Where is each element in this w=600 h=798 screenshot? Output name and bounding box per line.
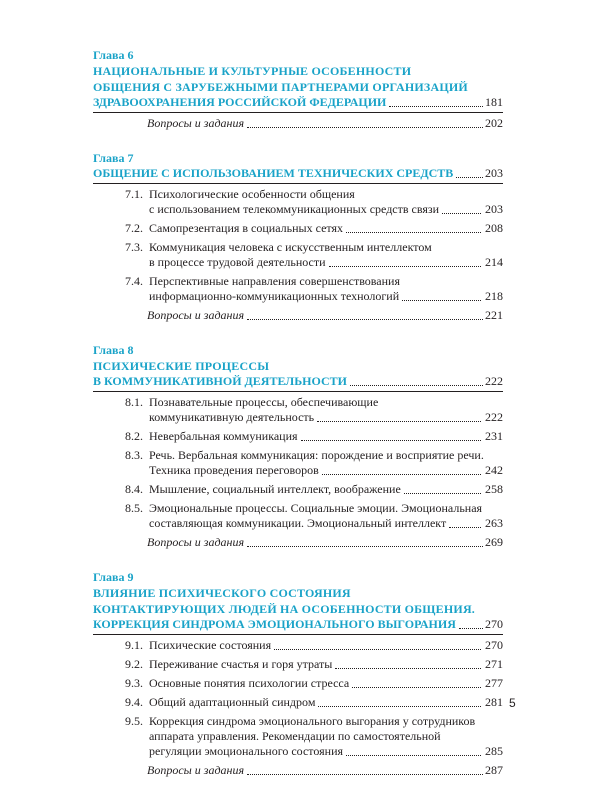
chapter-title-line[interactable]: ПСИХИЧЕСКИЕ ПРОЦЕССЫ: [93, 359, 270, 373]
section-title-line: Эмоциональные процессы. Социальные эмоции. Эмоциональная: [149, 501, 483, 515]
section-body: [149, 395, 503, 425]
chapter-page-number: 222: [485, 374, 503, 388]
questions-page-number: 221: [485, 308, 503, 322]
dot-leader: [350, 385, 483, 386]
chapter-title-entry[interactable]: [93, 374, 503, 389]
section-title-line: в процессе трудовой деятельности: [149, 255, 326, 269]
chapter-title-line: КОРРЕКЦИЯ СИНДРОМА ЭМОЦИОНАЛЬНОГО ВЫГОРАНИЯ: [93, 617, 456, 631]
section-body: [149, 501, 503, 531]
page-number: 5: [509, 696, 516, 710]
toc-entry[interactable]: [93, 448, 503, 478]
section-title-line: Речь. Вербальная коммуникация: порождение и восприятие речи.: [149, 448, 484, 462]
chapter-label[interactable]: Глава 6: [93, 48, 134, 62]
section-title-last: [149, 289, 503, 304]
dot-leader: [247, 127, 483, 128]
section-title-line: Общий адаптационный синдром: [149, 695, 316, 709]
chapter: [93, 343, 503, 550]
chapter-title-line[interactable]: ОБЩЕНИЯ С ЗАРУБЕЖНЫМИ ПАРТНЕРАМИ ОРГАНИЗАЦИЙ: [93, 80, 468, 94]
section-page-number: 271: [485, 657, 503, 671]
section-page-number: 263: [485, 516, 503, 530]
section-number: 8.5.: [125, 501, 143, 515]
chapter-title-line[interactable]: НАЦИОНАЛЬНЫЕ И КУЛЬТУРНЫЕ ОСОБЕННОСТИ: [93, 64, 412, 78]
chapter-page-number: 270: [485, 617, 503, 631]
toc-entry[interactable]: [93, 274, 503, 304]
section-body: [149, 482, 503, 497]
chapter-label[interactable]: Глава 8: [93, 343, 134, 357]
section-number: 7.2.: [125, 221, 143, 235]
toc-entry[interactable]: [93, 482, 503, 497]
section-body: [149, 657, 503, 672]
section-title-line: Самопрезентация в социальных сетях: [149, 221, 344, 235]
dot-leader: [402, 300, 481, 301]
section-title-line: составляющая коммуникации. Эмоциональный интеллект: [149, 516, 447, 530]
chapter-page-number: 181: [485, 95, 503, 109]
section-number: 7.3.: [125, 240, 143, 254]
section-title-last: [149, 744, 503, 759]
questions-label: Вопросы и задания: [147, 308, 245, 322]
section-number: 7.4.: [125, 274, 143, 288]
section-title-line: Переживание счастья и горя утраты: [149, 657, 333, 671]
section-title-line: Коррекция синдрома эмоционального выгорания у сотрудников: [149, 714, 476, 728]
section-page-number: 270: [485, 638, 503, 652]
section-title-last: [149, 657, 503, 672]
section-page-number: 203: [485, 202, 503, 216]
questions-entry[interactable]: [93, 308, 503, 323]
section-title-line: Невербальная коммуникация: [149, 429, 298, 443]
questions-label: Вопросы и задания: [147, 535, 245, 549]
toc-entry[interactable]: [93, 638, 503, 653]
section-number: 8.3.: [125, 448, 143, 462]
toc-entry[interactable]: [93, 501, 503, 531]
section-page-number: 222: [485, 410, 503, 424]
questions-entry[interactable]: [93, 763, 503, 778]
section-title-last: [149, 695, 503, 710]
section-title-last: [149, 638, 503, 653]
section-page-number: 208: [485, 221, 503, 235]
questions-page-number: 269: [485, 535, 503, 549]
section-body: [149, 638, 503, 653]
section-page-number: 258: [485, 482, 503, 496]
chapter-divider: [93, 634, 503, 635]
dot-leader: [389, 106, 483, 107]
section-title-line: Основные понятия психологии стресса: [149, 676, 350, 690]
chapter-divider: [93, 112, 503, 113]
dot-leader: [318, 706, 481, 707]
section-title-last: [149, 410, 503, 425]
toc-entry[interactable]: [93, 695, 503, 710]
section-title-last: [149, 676, 503, 691]
section-body: [149, 448, 503, 478]
section-body: [149, 695, 503, 710]
chapter-title-line[interactable]: ВЛИЯНИЕ ПСИХИЧЕСКОГО СОСТОЯНИЯ: [93, 586, 351, 600]
section-body: [149, 221, 503, 236]
section-number: 9.2.: [125, 657, 143, 671]
dot-leader: [456, 177, 483, 178]
section-title-last: [149, 221, 503, 236]
section-number: 7.1.: [125, 187, 143, 201]
section-title-line: Психологические особенности общения: [149, 187, 355, 201]
section-title-line: Техника проведения переговоров: [149, 463, 319, 477]
section-page-number: 214: [485, 255, 503, 269]
dot-leader: [459, 628, 483, 629]
chapter-divider: [93, 183, 503, 184]
section-body: [149, 240, 503, 270]
dot-leader: [449, 527, 481, 528]
dot-leader: [346, 755, 481, 756]
toc-entry[interactable]: [93, 676, 503, 691]
section-body: [149, 187, 503, 217]
dot-leader: [352, 687, 481, 688]
dot-leader: [322, 474, 481, 475]
section-title-last: [149, 516, 503, 531]
chapter-page-number: 203: [485, 166, 503, 180]
section-number: 9.5.: [125, 714, 143, 728]
chapter-label[interactable]: Глава 9: [93, 570, 134, 584]
dot-leader: [404, 493, 481, 494]
chapter-divider: [93, 391, 503, 392]
questions-label: Вопросы и задания: [147, 763, 245, 777]
section-title-line: информационно-коммуникационных технологий: [149, 289, 400, 303]
toc-entry[interactable]: [93, 240, 503, 270]
questions-entry[interactable]: [93, 535, 503, 550]
toc-entry[interactable]: [93, 714, 503, 759]
section-title-last: [149, 463, 503, 478]
questions-label: Вопросы и задания: [147, 116, 245, 130]
section-title-last: [149, 255, 503, 270]
section-title-line: Перспективные направления совершенствования: [149, 274, 400, 288]
chapter-title-entry[interactable]: [93, 95, 503, 110]
section-page-number: 218: [485, 289, 503, 303]
section-title-line: с использованием телекоммуникационных средств связи: [149, 202, 440, 216]
section-title-line: Познавательные процессы, обеспечивающие: [149, 395, 379, 409]
questions-page-number: 287: [485, 763, 503, 777]
section-title-line: регуляции эмоционального состояния: [149, 744, 344, 758]
section-title-last: [149, 202, 503, 217]
section-body: [149, 429, 503, 444]
toc-entry[interactable]: [93, 221, 503, 236]
chapter-title-line: ОБЩЕНИЕ С ИСПОЛЬЗОВАНИЕМ ТЕХНИЧЕСКИХ СРЕДСТВ: [93, 166, 454, 180]
dot-leader: [274, 649, 481, 650]
chapter-title-line: В КОММУНИКАТИВНОЙ ДЕЯТЕЛЬНОСТИ: [93, 374, 347, 388]
toc-entry[interactable]: [93, 429, 503, 444]
section-body: [149, 714, 503, 759]
section-page-number: 277: [485, 676, 503, 690]
section-number: 9.4.: [125, 695, 143, 709]
chapter-title-entry[interactable]: [93, 617, 503, 632]
section-page-number: 281: [485, 695, 503, 709]
table-of-contents: [93, 48, 503, 798]
section-page-number: 242: [485, 463, 503, 477]
section-title-last: [149, 482, 503, 497]
toc-entry[interactable]: [93, 395, 503, 425]
section-title-last: [149, 429, 503, 444]
section-title-line: Мышление, социальный интеллект, воображение: [149, 482, 401, 496]
chapter-label[interactable]: Глава 7: [93, 151, 134, 165]
dot-leader: [317, 421, 481, 422]
section-body: [149, 274, 503, 304]
section-body: [149, 676, 503, 691]
chapter: [93, 151, 503, 323]
chapter-title-entry[interactable]: [93, 166, 503, 181]
dot-leader: [247, 546, 483, 547]
section-number: 8.2.: [125, 429, 143, 443]
section-number: 9.1.: [125, 638, 143, 652]
section-title-line: Психические состояния: [149, 638, 272, 652]
dot-leader: [301, 440, 481, 441]
questions-entry[interactable]: [93, 116, 503, 131]
dot-leader: [247, 774, 483, 775]
toc-entry[interactable]: [93, 187, 503, 217]
dot-leader: [335, 668, 481, 669]
chapter: [93, 570, 503, 778]
dot-leader: [329, 266, 481, 267]
dot-leader: [442, 213, 481, 214]
toc-entry[interactable]: [93, 657, 503, 672]
dot-leader: [247, 319, 483, 320]
chapter-title-line[interactable]: КОНТАКТИРУЮЩИХ ЛЮДЕЙ НА ОСОБЕННОСТИ ОБЩЕНИЯ.: [93, 602, 476, 616]
section-page-number: 231: [485, 429, 503, 443]
section-title-line: аппарата управления. Рекомендации по самостоятельной: [149, 729, 441, 743]
questions-page-number: 202: [485, 116, 503, 130]
chapter: [93, 48, 503, 131]
section-number: 8.4.: [125, 482, 143, 496]
dot-leader: [346, 232, 481, 233]
section-page-number: 285: [485, 744, 503, 758]
chapter-title-line: ЗДРАВООХРАНЕНИЯ РОССИЙСКОЙ ФЕДЕРАЦИИ: [93, 95, 387, 109]
section-number: 8.1.: [125, 395, 143, 409]
section-number: 9.3.: [125, 676, 143, 690]
section-title-line: коммуникативную деятельность: [149, 410, 315, 424]
section-title-line: Коммуникация человека с искусственным интеллектом: [149, 240, 432, 254]
